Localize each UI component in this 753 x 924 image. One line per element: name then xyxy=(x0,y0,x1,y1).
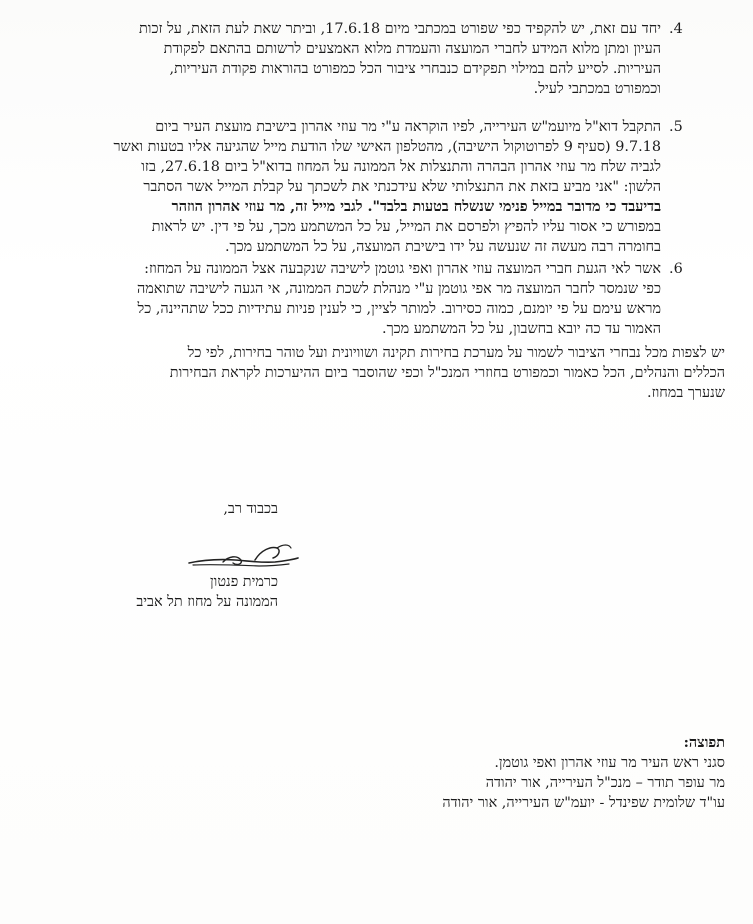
item-line: לגביה שלח מר עוזי אהרון הבהרה והתנצלות אל הממונה על המחוז בדוא"ל ביום 27.6.18, בזו xyxy=(141,159,661,175)
distribution-line: עו"ד שלומית שפינדל - יועמ"ש העירייה, אור יהודה xyxy=(442,795,725,811)
numbered-item-4 xyxy=(51,19,691,99)
item-line: וכמפורט במכתבי לעיל. xyxy=(533,81,661,97)
numbered-item-6 xyxy=(51,259,691,339)
signatory-title: הממונה על מחוז תל אביב xyxy=(136,594,278,610)
item-body xyxy=(51,19,661,99)
item-line: מראש עימם על פי יומנם, כמוה כסירוב. למותר לציין, כי לענין פניות עתידיות ככל שתהיינה, כל xyxy=(137,301,661,317)
closing-line: יש לצפות מכל נבחרי הציבור לשמור על מערכת בחירות תקינה ושוויונית ועל טוהר בחירות, לפי כל xyxy=(187,345,725,361)
distribution-title: תפוצה: xyxy=(683,734,725,751)
item-line: האמור עד כה יובא בחשבון, על כל המשתמע מכך. xyxy=(382,321,661,337)
greeting-text: בכבוד רב, xyxy=(223,501,278,517)
item-line: הלשון: "אני מביע בזאת את התנצלותי שלא עידכנתי את לשכתך על קבלת המייל אשר הסתבר xyxy=(143,179,661,195)
closing-line: הכללים והנהלים, הכל כאמור וכמפורט בחוזרי המנכ"ל וכפי שהוסבר ביום ההיערכות לקראת הבחירות xyxy=(169,365,725,381)
closing-paragraph xyxy=(25,343,725,403)
distribution-line: מר עופר תודר – מנכ"ל העירייה, אור יהודה xyxy=(485,775,725,791)
item-line: 9.7.18 (סעיף 9 לפרוטוקול הישיבה), מהטלפון האישי שלו הודעת מייל שהגיעה אליו בטעות ואשר xyxy=(113,139,661,155)
item-number: .6 xyxy=(669,261,683,277)
item-line: יחד עם זאת, יש להקפיד כפי שפורט במכתבי מיום 17.6.18, וביתר שאת לעת הזאת, על זכות xyxy=(139,21,661,37)
item-number: .5 xyxy=(669,119,683,135)
signature-name-block xyxy=(38,572,278,612)
item-line: התקבל דוא"ל מיועמ"ש העירייה, לפיו הוקראה ע"י מר עוזי אהרון בישיבת מועצת העיר ביום xyxy=(155,119,661,135)
item-line: העיריות. לסייע להם במילוי תפקידם כנבחרי ציבור הכל כמפורט בהוראות פקודת העיריות, xyxy=(169,61,661,77)
item-line: בחומרה רבה מעשה זה שנעשה על ידו בישיבת המועצה, על כל המשתמע מכך. xyxy=(224,239,661,255)
item-body xyxy=(51,259,661,339)
handwritten-signature xyxy=(185,538,300,572)
numbered-item-5 xyxy=(51,117,691,257)
signature-greeting xyxy=(78,499,278,519)
item-line: אשר לאי הגעת חברי המועצה עוזי אהרון ואפי גוטמן לישיבה שנקבעה אצל הממונה על המחוז: xyxy=(144,261,661,277)
item-line: העיון ומתן מלוא המידע לחברי המועצה והעמדת מלוא האמצעים לרשותם בהתאם לפקודת xyxy=(163,41,661,57)
item-line-quote: בדיעבד כי מדובר במייל פנימי שנשלח בטעות בלבד". לגבי מייל זה, מר עוזי אהרון הוזהר xyxy=(171,198,661,215)
closing-line: שנערך במחוז. xyxy=(647,385,725,401)
item-body xyxy=(51,117,661,257)
signatory-name: כרמית פנטון xyxy=(209,574,278,590)
distribution-list xyxy=(305,733,725,813)
item-line: במפורש כי אסור עליו להפיץ ולפרסם את המייל, על כל המשתמע מכך, על פי דין. יש לראות xyxy=(151,219,661,235)
item-line: כפי שנמסר לחבר המועצה מר אפי גוטמן ע"י מנהלת לשכת הממונה, אי הגעה לישיבה שתואמה xyxy=(136,281,661,297)
distribution-line: סגני ראש העיר מר עוזי אהרון ואפי גוטמן. xyxy=(494,755,725,771)
item-number: .4 xyxy=(669,21,683,37)
